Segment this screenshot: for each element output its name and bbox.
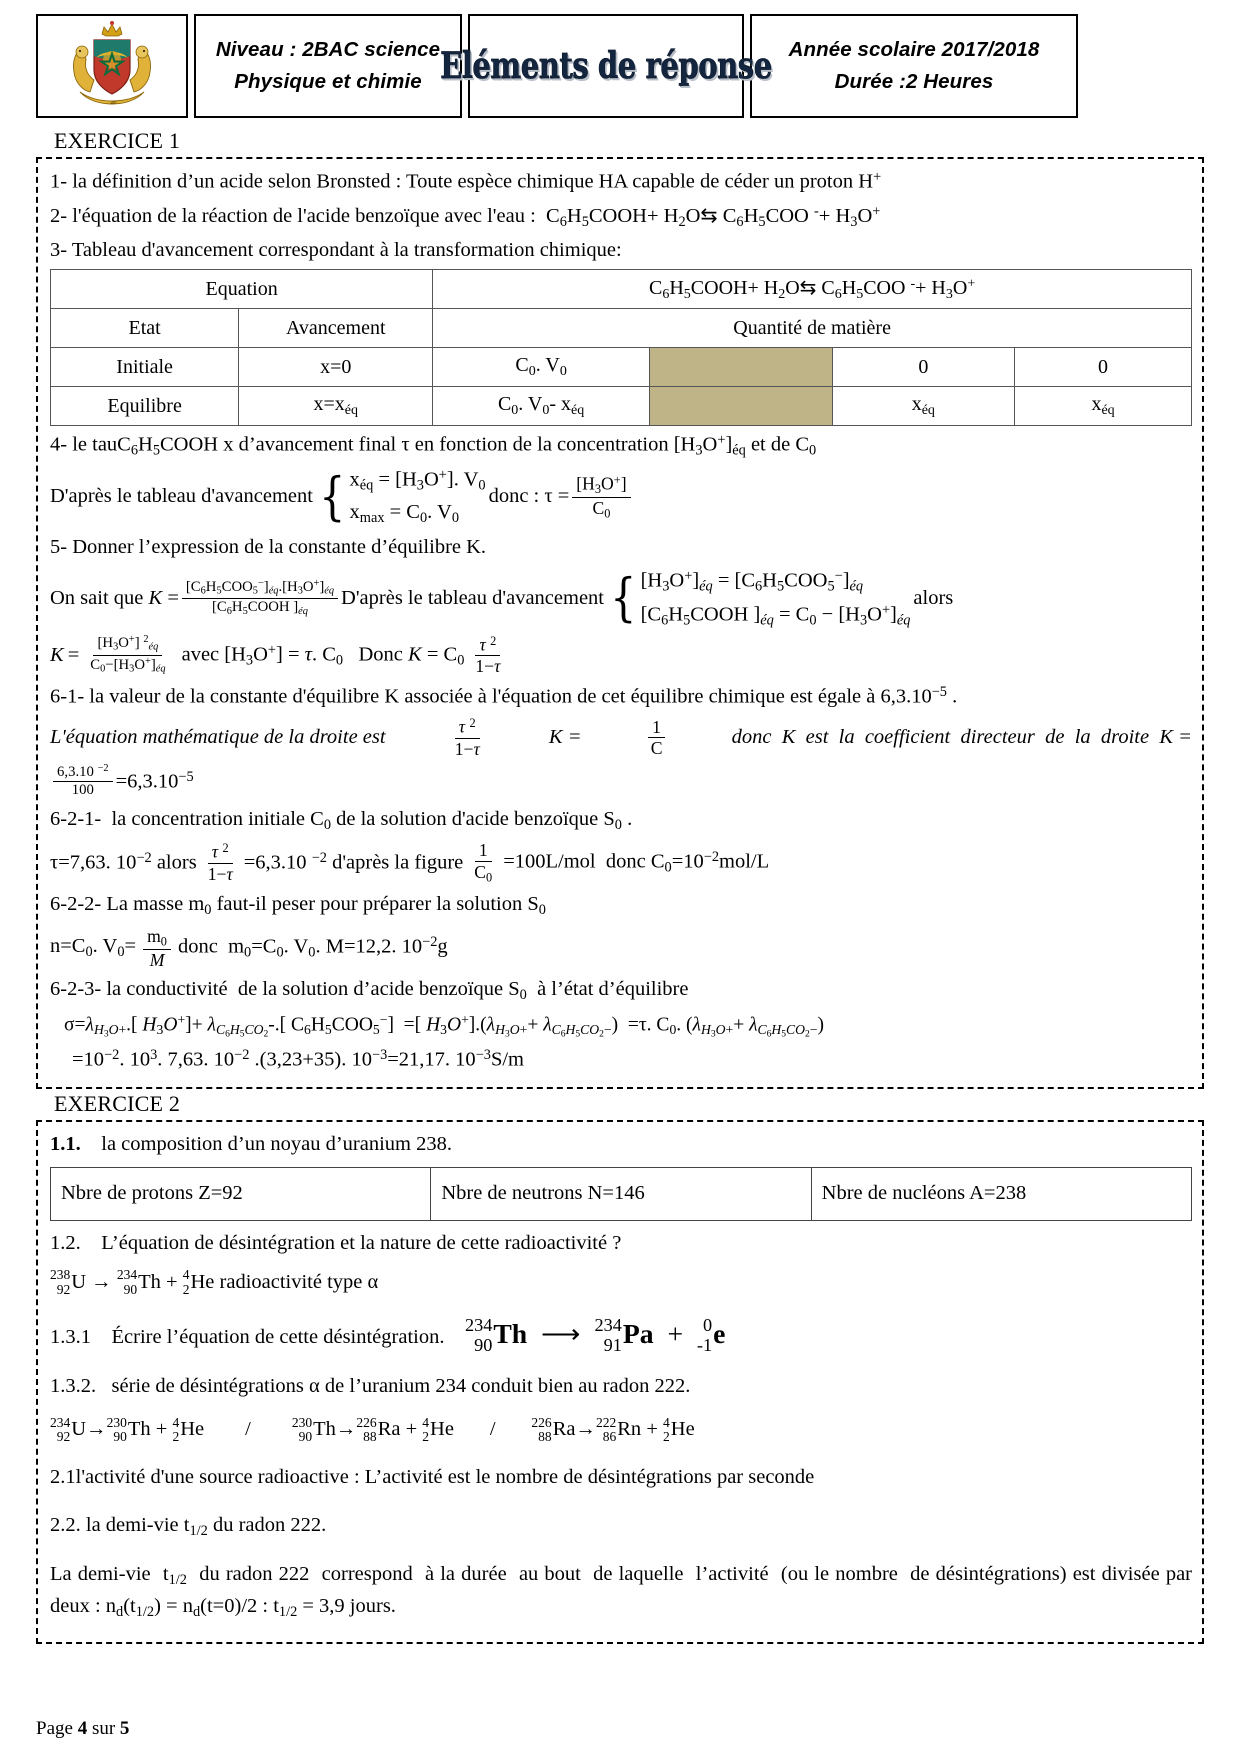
isotope-Rn222: 222 86 Rn [595,1414,642,1445]
brace-icon: { [319,466,346,527]
ex1-q4-lead: D'après le tableau d'avancement [50,485,313,508]
fraction-tau: $\frac{[H_3O^+]}{C_0}$ [572,474,630,520]
ex1-q5: 5- Donner l’expression de la constante d’équilibre K. [50,535,487,558]
th-etat: Etat [51,309,239,348]
footer-prefix: Page [36,1718,78,1739]
ex1-q5-lead: On sait que K = [50,587,179,609]
brace-icon: { [610,568,637,629]
ex1-q5-mid: D'après le tableau d'avancement [341,587,604,609]
ex1-q5-alors: alors [913,587,954,609]
ex1-q622-p2: donc $m_0=C_0$. $V_0$. M=12,2. $10^{-2}g$ [177,934,448,961]
isotope-Pa234: 234 91 Pa [594,1315,654,1356]
ex2-q11 [50,1130,1192,1159]
isotope-He4-a: 4 2 He [172,1414,205,1445]
chain-separator: / [245,1418,251,1441]
document-title-box [440,14,772,118]
advancement-table [50,269,1192,426]
ex1-q61-value [50,764,1192,799]
ex1-q1-sup: + [873,169,882,185]
brace-group-q4 [316,467,486,527]
brace-group-q5 [607,568,910,629]
level-line-1: Niveau : 2BAC science [215,38,441,62]
ex1-q621-calc [50,841,1192,884]
ex1-q1-text: 1- la définition d’un acide selon Bronsted : Toute espèce chimique HA capable de céder un proton H [50,170,874,193]
ex1-reaction-equation: $C_6H_5COOH+$ $H_2O⇆$ $C_6H_5COO$ $^-+ H_3O^+$ [540,202,881,230]
exercise-2-label: EXERCICE 2 [54,1090,181,1116]
cell-protons: Nbre de protons Z=92 [51,1167,431,1220]
fraction-K-final: $\frac{[H_3O^+] ^2_{éq}}{C_0-[H_3O^+]_{éq}}$ [90,634,166,675]
ex1-q61: 6-1- la valeur de la constante d'équilibre K associée à l'équation de cet équilibre chimique est égale à $6,3.10^{-5}$ . [50,683,958,708]
q5-brace-line-1: $[H_3O^+]_{éq} = [C_6H_5COO_5^-]_{éq}$ [640,567,864,595]
ex2-q11-number: 1.1. [50,1132,81,1155]
table-row [51,309,1192,348]
fraction-line-eq-1: $\frac{\tau ^2}{1-\tau}$ [454,716,480,759]
moroccan-coat-of-arms-icon [60,20,164,112]
isotope-He4-b: 4 2 He [422,1414,454,1445]
cell-c4-equilibre: $x_{éq}$ [1015,387,1192,426]
cell-neutrons: Nbre de neutrons N=146 [431,1167,811,1220]
arrow-icon: → [86,1418,107,1441]
svg-text:ﷲ: ﷲ [110,100,114,106]
cell-etat-initiale: Initiale [51,348,239,387]
document-header [36,14,1204,118]
cell-c4-initiale: 0 [1015,348,1192,387]
particle-electron: 0 -1 e [696,1315,726,1356]
cell-nucleons: Nbre de nucléons A=238 [811,1167,1191,1220]
th-reaction: $C_6H_5COOH+$ $H_2O⇆$ $C_6H_5COO$ $^-+ H_3O^+$ [433,270,1192,309]
ex1-q4-donc: donc : τ = [488,485,570,508]
ex2-q131-number: 1.3.1 [50,1326,91,1348]
ex1-sigma-line-1: $\sigma=\lambda_{H_3O+}$.[ $H_3O^+]+ \lambda_{C_6H_5CO_2}-$.[ $C_6H_5COO_5^-$] =[ $H_3O^+].(\lambda_{H_3O+}+ \lambda_{C_6H_5CO_2-}) =\tau$. $C_0$. $(\lambda_{H_3O+}+ \lambda_{C_6H_5CO_2-})$ [64,1011,824,1040]
exercise-1-body [36,157,1204,1089]
q4-brace-line-1: $x_{éq} = [H_3O^+]$. $V_0$ [349,467,486,494]
cell-c3-equilibre: $x_{éq}$ [832,387,1015,426]
plus-sign: + [155,1418,168,1441]
arrow-icon: → [575,1418,596,1441]
ex2-decay-chain [50,1415,1192,1445]
duration-line: Durée :2 Heures [834,70,994,93]
ex1-q621-p1: τ=7,63. $10^{-2}$ alors [50,850,197,875]
cell-c1-equilibre: $C_0$. $V_0-$ $x_{éq}$ [433,387,650,426]
ex1-q621-p2: =6,3.10 $^{-2}$ d'après la figure [243,850,464,875]
ex1-q4: 4- le $tauC_6H_5COOH$ x d’avancement final τ en fonction de la concentration $[H_3O^+]_{éq}$ et de $C_0$ [50,432,817,459]
cell-c2-equilibre-shaded [650,387,833,426]
fraction-line-eq-2: $\frac{1}{C}$ [647,718,667,758]
isotope-Th234: 234 90 Th [116,1267,161,1297]
level-box [194,14,462,118]
ex1-q621: 6-2-1- la concentration initiale $C_0$ de la solution d'acide benzoïque $S_0$ . [50,807,633,833]
ex2-eq-12-tail: radioactivité type α [219,1271,379,1294]
emblem-box [36,14,188,118]
th-avancement: Avancement [239,309,433,348]
fraction-one-over-c0: $\frac{1}{C_0}$ [474,840,493,885]
footer-current-page: 4 [77,1718,88,1739]
cell-avancement-equilibre: $x=x_{éq}$ [239,387,433,426]
isotope-Th230-b: 230 90 Th [291,1414,336,1445]
ex1-q2 [50,201,1192,232]
cell-c3-initiale: 0 [832,348,1015,387]
school-year-box [750,14,1078,118]
footer-middle: sur [87,1718,120,1739]
isotope-U238: 238 92 U [50,1267,87,1297]
ex2-q131 [50,1314,1192,1356]
q5-brace-line-2: [$C_6H_5COOH$ ]$_{éq} = C_0 - [H_3O^+]_{éq}$ [640,601,911,629]
cell-etat-equilibre: Equilibre [51,387,239,426]
footer-total-pages: 5 [119,1718,130,1739]
ex1-q5-K-result: K = $\frac{[H_3O^+] ^2_{éq}}{C_0-[H_3O^+]_{éq}}$ avec $[H_3O^+] = \tau$. $C_0$ Donc $K = C_0$ $\frac{\tau ^2}{1-\tau}$ [50,635,1192,676]
cell-c1-initiale: $C_0$. $V_0$ [433,348,650,387]
isotope-U234: 234 92 U [50,1414,87,1445]
isotope-He4-c: 4 2 He [663,1414,695,1445]
isotope-He4: 4 2 He [182,1267,215,1297]
ex1-q622: 6-2-2- La masse $m_0$ faut-il peser pour préparer la solution $S_0$ [50,893,546,919]
fraction-m0-M: $\frac{m_0}{M}$ [143,927,171,970]
page-footer [36,1718,129,1740]
ex2-q131-text: Écrire l’équation de cette désintégration. [111,1326,445,1348]
cell-avancement-initiale: x=0 [239,348,433,387]
fraction-6-3-100: $\frac{6,3.10 ^{-2}}{100}$ [53,764,113,799]
ex2-q12-number: 1.2. [50,1231,81,1254]
isotope-Ra226-b: 226 88 Ra [531,1414,576,1445]
ex2-q12 [50,1229,1192,1258]
plus-sign: + [405,1418,418,1441]
K-symbol: K [50,643,64,666]
ex1-q622-p1: $n=C_0$. $V_0=$ [50,935,137,961]
table-row [51,387,1192,426]
ex1-q61-p2: donc K est la coefficient directeur de la droite K = [731,726,1192,749]
cell-c2-initiale-shaded [650,348,833,387]
ex2-q21: 2.1l'activité d'une source radioactive : L’activité est le nombre de désintégrations par seconde [50,1466,815,1489]
plus-sign: + [660,1318,690,1349]
nucleus-composition-table [50,1167,1192,1221]
table-row [51,348,1192,387]
ex2-eq-12 [50,1268,1192,1298]
arrow-icon: → [91,1271,112,1294]
fraction-K-expression: $\frac{[C_6H_5COO_5^-]_{éq}.[H_3O^+]_{éq}}{[C_6H_5COOH ]_{éq}}$ [182,579,338,618]
isotope-Th234-b: 234 90 Th [464,1315,528,1356]
ex1-q5-avec: avec $[H_3O^+] = \tau$. $C_0$ Donc $K = C_0$ [176,641,465,669]
th-quantite: Quantité de matière [433,309,1192,348]
ex2-q11-text: la composition d’un noyau d’uranium 238. [101,1132,452,1155]
fraction-tau-squared: $\frac{\tau ^2}{1-\tau}$ [475,634,501,677]
page-title: Eléments de réponse [440,44,772,88]
ex2-q132-text: série de désintégrations α de l’uranium 234 conduit bien au radon 222. [111,1375,691,1398]
plus-sign: + [646,1418,658,1441]
th-equation: Equation [51,270,433,309]
ex1-sigma-line-2: $=10^{-2}$. $10^3$. 7,63. $10^{-2}$ .(3,23+35). $10^{-3}=21,17$. $10^{-3}S/m$ [72,1047,524,1071]
plus-sign: + [166,1271,178,1294]
level-line-2: Physique et chimie [234,70,422,93]
ex2-eq-131 [464,1315,726,1356]
ex2-q22-answer: La demi-vie $t_{1/2}$ du radon 222 correspond à la durée au bout de laquelle l’activité (ou le nombre de désintégrations) est divisée par deux : $n_d(t_{1/2}) = n_d(t=0)/2$ : $t_{1/2} = 3,9$ jours. [50,1562,1192,1621]
ex1-q61-K: K = [548,726,582,749]
school-year-line: Année scolaire 2017/2018 [788,38,1040,62]
ex1-q2-text: 2- l'équation de la réaction de l'acide benzoïque avec l'eau : [50,204,536,227]
arrow-icon: → [335,1418,357,1441]
ex1-q5-derivation [50,568,1192,629]
ex1-q61-result: $=6,3.10^{-5}$ [115,769,194,793]
ex1-q3: 3- Tableau d'avancement correspondant à la transformation chimique: [50,239,622,262]
isotope-Th230: 230 90 Th [106,1414,151,1445]
ex1-q61-p1: L'équation mathématique de la droite est [50,726,386,749]
q4-brace-line-2: $x_{max} = C_0$. $V_0$ [349,500,460,526]
exercise-1-label: EXERCICE 1 [54,128,181,153]
ex1-q61-line [50,717,1192,758]
chain-separator: / [489,1418,496,1441]
table-row [51,270,1192,309]
ex1-q621-p3: =100L/mol donc $C_0=10^{-2}mol/L$ [503,848,770,876]
exercise-2-body [36,1120,1204,1644]
ex1-q4-derivation [50,467,1192,527]
isotope-Ra226: 226 88 Ra [356,1414,401,1445]
fraction-tau-ratio: $\frac{\tau ^2}{1-\tau}$ [207,841,233,884]
table-row [51,1167,1192,1220]
ex2-q22: 2.2. la demi-vie $t_{1/2}$ du radon 222. [50,1513,327,1539]
ex2-q12-text: L’équation de désintégration et la nature de cette radioactivité ? [101,1231,622,1254]
arrow-icon: ⟶ [534,1318,588,1349]
ex2-q132-number: 1.3.2. [50,1375,97,1398]
ex2-q132 [50,1372,1192,1401]
ex1-q622-calc [50,927,1192,970]
ex1-q623: 6-2-3- la conductivité de la solution d’acide benzoïque $S_0$ à l’état d’équilibre [50,978,689,1004]
ex1-q1 [50,167,1192,197]
